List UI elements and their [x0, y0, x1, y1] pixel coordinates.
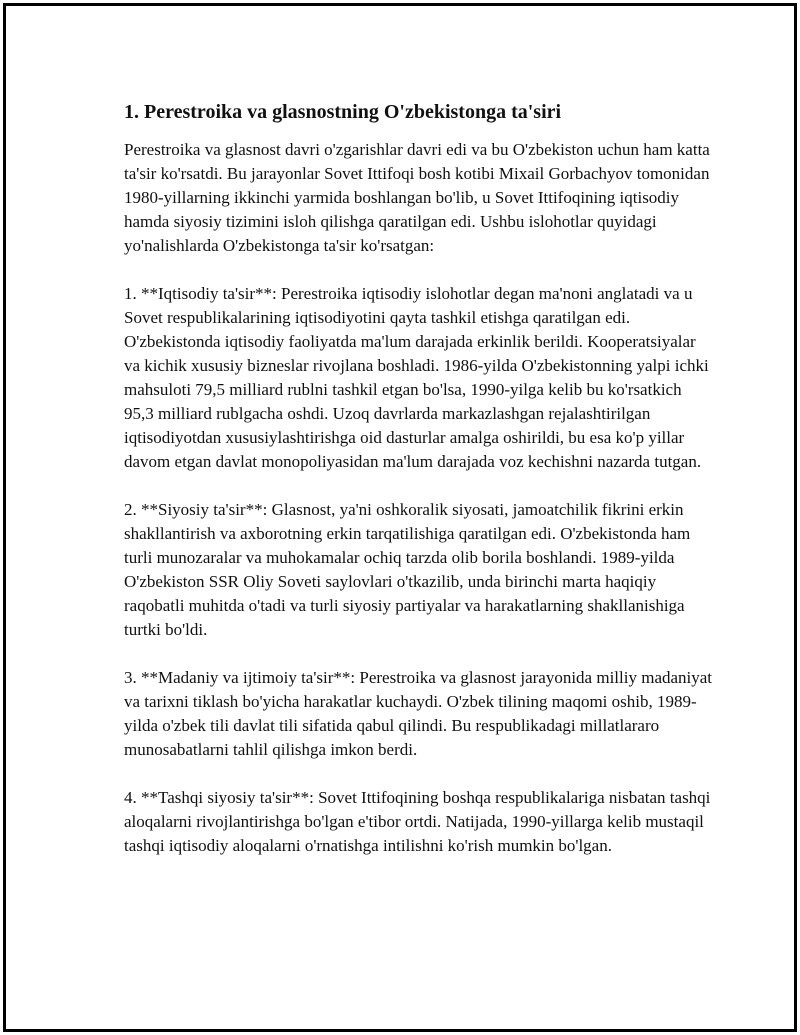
section-cultural-social-impact: 3. **Madaniy va ijtimoiy ta'sir**: Perestroika va glasnost jarayonida milliy madaniyat va tarixni tiklash bo'yicha harakatlar kuchaydi. O'zbek tilining maqomi oshib, 1989-yilda o'zbek tili davlat tili sifatida qabul qilindi. Bu respublikadagi millatlararo munosabatlarni tahlil qilishga imkon berdi.: [124, 668, 713, 759]
section-economic-impact: 1. **Iqtisodiy ta'sir**: Perestroika iqtisodiy islohotlar degan ma'noni anglatadi va u Sovet respublikalarining iqtisodiyotini qayta tashkil etishga qaratilgan edi. O'zbekistonda iqtisodiy faoliyatda ma'lum darajada erkinlik berildi. Kooperatsiyalar va kichik xususiy bizneslar rivojlana boshladi. 1986-yilda O'zbekistonning yalpi ichki mahsuloti 79,5 milliard rublni tashkil etgan bo'lsa, 1990-yilga kelib bu ko'rsatkich 95,3 milliard rublgacha oshdi. Uzoq davrlarda markazlashgan rejalashtirilgan iqtisodiyotdan xususiylashtirishga oid dasturlar amalga oshirildi, bu esa ko'p yillar davom etgan davlat monopoliyasidan ma'lum darajada voz kechishni nazarda tutgan.: [124, 284, 709, 471]
document-body: [124, 100, 714, 882]
intro-paragraph: Perestroika va glasnost davri o'zgarishlar davri edi va bu O'zbekiston uchun ham katta ta'sir ko'rsatdi. Bu jarayonlar Sovet Ittifoqi bosh kotibi Mixail Gorbachyov tomonidan 1980-yillarning ikkinchi yarmida boshlangan bo'lib, u Sovet Ittifoqining iqtisodiy hamda siyosiy tizimini isloh qilishga qaratilgan edi. Ushbu islohotlar quyidagi yo'nalishlarda O'zbekistonga ta'sir ko'rsatgan:: [124, 140, 710, 255]
section-foreign-policy-impact: 4. **Tashqi siyosiy ta'sir**: Sovet Ittifoqining boshqa respublikalariga nisbatan tashqi aloqalarni rivojlantirishga bo'lgan e'tibor ortdi. Natijada, 1990-yillarga kelib mustaqil tashqi iqtisodiy aloqalarni o'rnatishga intilishni ko'rish mumkin bo'lgan.: [124, 788, 711, 855]
document-title: 1. Perestroika va glasnostning O'zbekistonga ta'siri: [124, 101, 562, 123]
page-frame: [3, 3, 797, 1032]
section-political-impact: 2. **Siyosiy ta'sir**: Glasnost, ya'ni oshkoralik siyosati, jamoatchilik fikrini erkin shakllantirish va axborotning erkin tarqatilishiga qaratilgan edi. O'zbekistonda ham turli munozaralar va muhokamalar ochiq tarzda olib borila boshlandi. 1989-yilda O'zbekiston SSR Oliy Soveti saylovlari o'tkazilib, unda birinchi marta haqiqiy raqobatli muhitda o'tadi va turli siyosiy partiyalar va harakatlarning shakllanishiga turtki bo'ldi.: [124, 500, 691, 639]
